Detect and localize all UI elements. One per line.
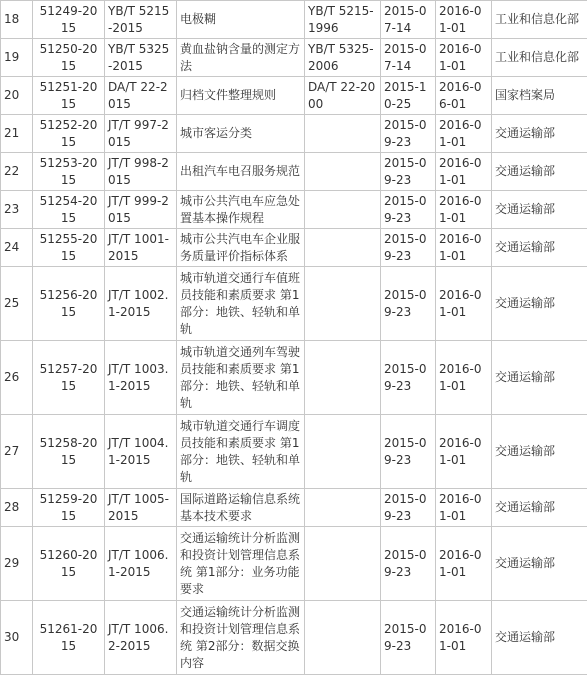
record-number: 51249-2015 xyxy=(33,1,105,39)
standard-code: JT/T 1001-2015 xyxy=(105,229,177,267)
standard-code: DA/T 22-2015 xyxy=(105,77,177,115)
implement-date: 2016-01-01 xyxy=(436,489,492,527)
record-number: 51260-2015 xyxy=(33,527,105,601)
row-index: 22 xyxy=(1,153,33,191)
implement-date: 2016-01-01 xyxy=(436,267,492,341)
standard-name: 国际道路运输信息系统基本技术要求 xyxy=(177,489,305,527)
standard-code: JT/T 1002.1-2015 xyxy=(105,267,177,341)
standard-code: JT/T 998-2015 xyxy=(105,153,177,191)
replaced-standard: DA/T 22-2000 xyxy=(305,77,381,115)
table-row xyxy=(1,115,587,153)
standard-code: JT/T 1003.1-2015 xyxy=(105,341,177,415)
implement-date: 2016-01-01 xyxy=(436,415,492,489)
replaced-standard: YB/T 5215-1996 xyxy=(305,1,381,39)
row-index: 19 xyxy=(1,39,33,77)
implement-date: 2016-01-01 xyxy=(436,39,492,77)
replaced-standard xyxy=(305,527,381,601)
standard-name: 城市公共汽电车企业服务质量评价指标体系 xyxy=(177,229,305,267)
implement-date: 2016-01-01 xyxy=(436,153,492,191)
approving-authority: 交通运输部 xyxy=(492,229,587,267)
approving-authority: 交通运输部 xyxy=(492,341,587,415)
approving-authority: 工业和信息化部 xyxy=(492,1,587,39)
standard-name: 城市轨道交通行车值班员技能和素质要求 第1部分：地铁、轻轨和单轨 xyxy=(177,267,305,341)
record-number: 51255-2015 xyxy=(33,229,105,267)
standard-name: 黄血盐钠含量的测定方法 xyxy=(177,39,305,77)
replaced-standard: YB/T 5325-2006 xyxy=(305,39,381,77)
publish-date: 2015-09-23 xyxy=(381,527,436,601)
table-row xyxy=(1,153,587,191)
approving-authority: 交通运输部 xyxy=(492,489,587,527)
approving-authority: 工业和信息化部 xyxy=(492,39,587,77)
record-number: 51253-2015 xyxy=(33,153,105,191)
approving-authority: 交通运输部 xyxy=(492,601,587,675)
approving-authority: 交通运输部 xyxy=(492,267,587,341)
replaced-standard xyxy=(305,153,381,191)
publish-date: 2015-07-14 xyxy=(381,1,436,39)
row-index: 24 xyxy=(1,229,33,267)
publish-date: 2015-09-23 xyxy=(381,601,436,675)
table-row xyxy=(1,191,587,229)
approving-authority: 交通运输部 xyxy=(492,415,587,489)
standard-name: 城市客运分类 xyxy=(177,115,305,153)
publish-date: 2015-09-23 xyxy=(381,115,436,153)
replaced-standard xyxy=(305,415,381,489)
standard-name: 交通运输统计分析监测和投资计划管理信息系统 第1部分：业务功能要求 xyxy=(177,527,305,601)
replaced-standard xyxy=(305,191,381,229)
standard-code: JT/T 997-2015 xyxy=(105,115,177,153)
table-row xyxy=(1,489,587,527)
row-index: 21 xyxy=(1,115,33,153)
implement-date: 2016-01-01 xyxy=(436,1,492,39)
table-row xyxy=(1,77,587,115)
implement-date: 2016-01-01 xyxy=(436,527,492,601)
table-row xyxy=(1,415,587,489)
standard-name: 归档文件整理规则 xyxy=(177,77,305,115)
replaced-standard xyxy=(305,601,381,675)
approving-authority: 交通运输部 xyxy=(492,153,587,191)
standard-code: JT/T 999-2015 xyxy=(105,191,177,229)
record-number: 51259-2015 xyxy=(33,489,105,527)
standard-name: 电极糊 xyxy=(177,1,305,39)
replaced-standard xyxy=(305,229,381,267)
row-index: 20 xyxy=(1,77,33,115)
standard-code: JT/T 1006.1-2015 xyxy=(105,527,177,601)
record-number: 51252-2015 xyxy=(33,115,105,153)
record-number: 51258-2015 xyxy=(33,415,105,489)
publish-date: 2015-09-23 xyxy=(381,153,436,191)
standard-name: 城市轨道交通列车驾驶员技能和素质要求 第1部分：地铁、轻轨和单轨 xyxy=(177,341,305,415)
table-row xyxy=(1,527,587,601)
row-index: 28 xyxy=(1,489,33,527)
replaced-standard xyxy=(305,341,381,415)
record-number: 51250-2015 xyxy=(33,39,105,77)
approving-authority: 国家档案局 xyxy=(492,77,587,115)
standard-name: 出租汽车电召服务规范 xyxy=(177,153,305,191)
implement-date: 2016-06-01 xyxy=(436,77,492,115)
table-row xyxy=(1,267,587,341)
publish-date: 2015-09-23 xyxy=(381,489,436,527)
publish-date: 2015-07-14 xyxy=(381,39,436,77)
approving-authority: 交通运输部 xyxy=(492,191,587,229)
standard-name: 交通运输统计分析监测和投资计划管理信息系统 第2部分：数据交换内容 xyxy=(177,601,305,675)
record-number: 51256-2015 xyxy=(33,267,105,341)
record-number: 51254-2015 xyxy=(33,191,105,229)
standard-name: 城市公共汽电车应急处置基本操作规程 xyxy=(177,191,305,229)
table-row xyxy=(1,39,587,77)
standard-code: JT/T 1004.1-2015 xyxy=(105,415,177,489)
publish-date: 2015-09-23 xyxy=(381,415,436,489)
publish-date: 2015-09-23 xyxy=(381,191,436,229)
record-number: 51261-2015 xyxy=(33,601,105,675)
row-index: 26 xyxy=(1,341,33,415)
implement-date: 2016-01-01 xyxy=(436,341,492,415)
approving-authority: 交通运输部 xyxy=(492,115,587,153)
implement-date: 2016-01-01 xyxy=(436,601,492,675)
standard-code: JT/T 1006.2-2015 xyxy=(105,601,177,675)
record-number: 51257-2015 xyxy=(33,341,105,415)
record-number: 51251-2015 xyxy=(33,77,105,115)
table-row xyxy=(1,229,587,267)
replaced-standard xyxy=(305,115,381,153)
standard-code: YB/T 5215-2015 xyxy=(105,1,177,39)
row-index: 18 xyxy=(1,1,33,39)
standard-code: YB/T 5325-2015 xyxy=(105,39,177,77)
implement-date: 2016-01-01 xyxy=(436,229,492,267)
publish-date: 2015-09-23 xyxy=(381,229,436,267)
publish-date: 2015-10-25 xyxy=(381,77,436,115)
implement-date: 2016-01-01 xyxy=(436,191,492,229)
publish-date: 2015-09-23 xyxy=(381,267,436,341)
standard-code: JT/T 1005-2015 xyxy=(105,489,177,527)
table-row xyxy=(1,601,587,675)
implement-date: 2016-01-01 xyxy=(436,115,492,153)
row-index: 25 xyxy=(1,267,33,341)
row-index: 29 xyxy=(1,527,33,601)
publish-date: 2015-09-23 xyxy=(381,341,436,415)
table-row xyxy=(1,341,587,415)
row-index: 27 xyxy=(1,415,33,489)
row-index: 30 xyxy=(1,601,33,675)
approving-authority: 交通运输部 xyxy=(492,527,587,601)
table-row xyxy=(1,1,587,39)
standard-name: 城市轨道交通行车调度员技能和素质要求 第1部分：地铁、轻轨和单轨 xyxy=(177,415,305,489)
replaced-standard xyxy=(305,267,381,341)
replaced-standard xyxy=(305,489,381,527)
row-index: 23 xyxy=(1,191,33,229)
